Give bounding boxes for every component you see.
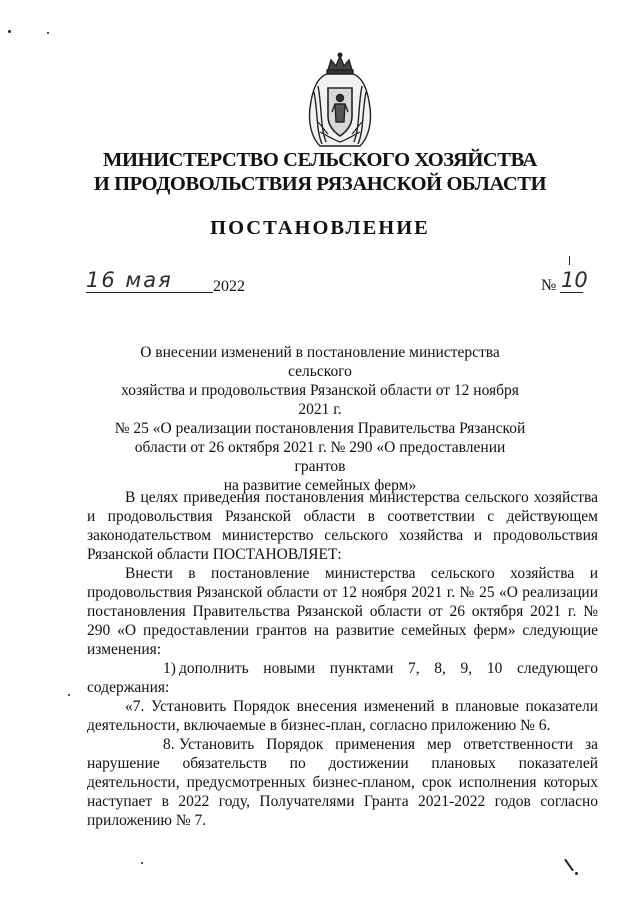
number-underline [560,292,583,293]
number-label: № [541,277,557,294]
subject-line: хозяйства и продовольствия Рязанской области от 12 ноября 2021 г. [121,382,519,418]
subject-line: области от 26 октября 2021 г. № 290 «О предоставлении грантов [134,439,506,475]
date-year: 2022 [213,278,245,295]
handwritten-number: 10 [561,268,588,292]
date-underline [86,292,213,293]
scan-speck [564,859,574,872]
list-item-text: дополнить новыми пунктами 7, 8, 9, 10 следующего содержания: [87,660,598,696]
scan-speck [8,30,11,33]
body-paragraph: В целях приведения постановления министерства сельского хозяйства и продовольствия Рязанской области в соответствии с действующем законодательством министерство сельского хозяйства и продовольствия Рязанской области ПОСТАНОВЛЯЕТ: [87,489,598,563]
ministry-name-line-2: И ПРОДОВОЛЬСТВИЯ РЯЗАНСКОЙ ОБЛАСТИ [93,173,547,195]
handwritten-date: 16 мая [86,268,173,292]
document-body [87,488,598,830]
subject-line: О внесении изменений в постановление министерства сельского [140,344,500,380]
subject-line: на развитие семейных ферм» [223,477,417,494]
list-item-1 [87,659,598,697]
list-item-text: Установить Порядок применения мер ответственности за нарушение обязательств по достижении плановых показателей деятельности, предусмотренных бизнес-планом, срок исполнения которых наступает в 2022 году, Получателями Гранта 2021-2022 годов согласно приложению № 7. [87,736,598,829]
coat-of-arms-emblem [298,52,382,152]
ministry-name-line-1: МИНИСТЕРСТВО СЕЛЬСКОГО ХОЗЯЙСТВА [103,149,537,171]
scan-speck [141,862,143,864]
body-paragraph: «7. Установить Порядок внесения изменений в плановые показатели деятельности, включаемые в бизнес-план, согласно приложению № 6. [87,698,598,734]
document-type-title: ПОСТАНОВЛЕНИЕ [210,217,430,239]
scan-speck [47,32,49,34]
document-subject [108,343,532,495]
subject-line: № 25 «О реализации постановления Правительства Рязанской [114,420,526,437]
scan-speck [68,694,70,696]
list-item-8 [87,735,598,830]
body-paragraph: Внести в постановление министерства сельского хозяйства и продовольствия Рязанской области от 12 ноября 2021 г. № 25 «О реализации постановления Правительства Рязанской области от 26 октября 2021 г. № 290 «О предоставлении грантов на развитие семейных ферм» следующие изменения: [87,565,598,658]
scan-speck [575,872,578,875]
scan-speck [569,256,570,265]
list-item-number: 1) [163,660,176,677]
list-item-number: 8. [163,736,175,753]
